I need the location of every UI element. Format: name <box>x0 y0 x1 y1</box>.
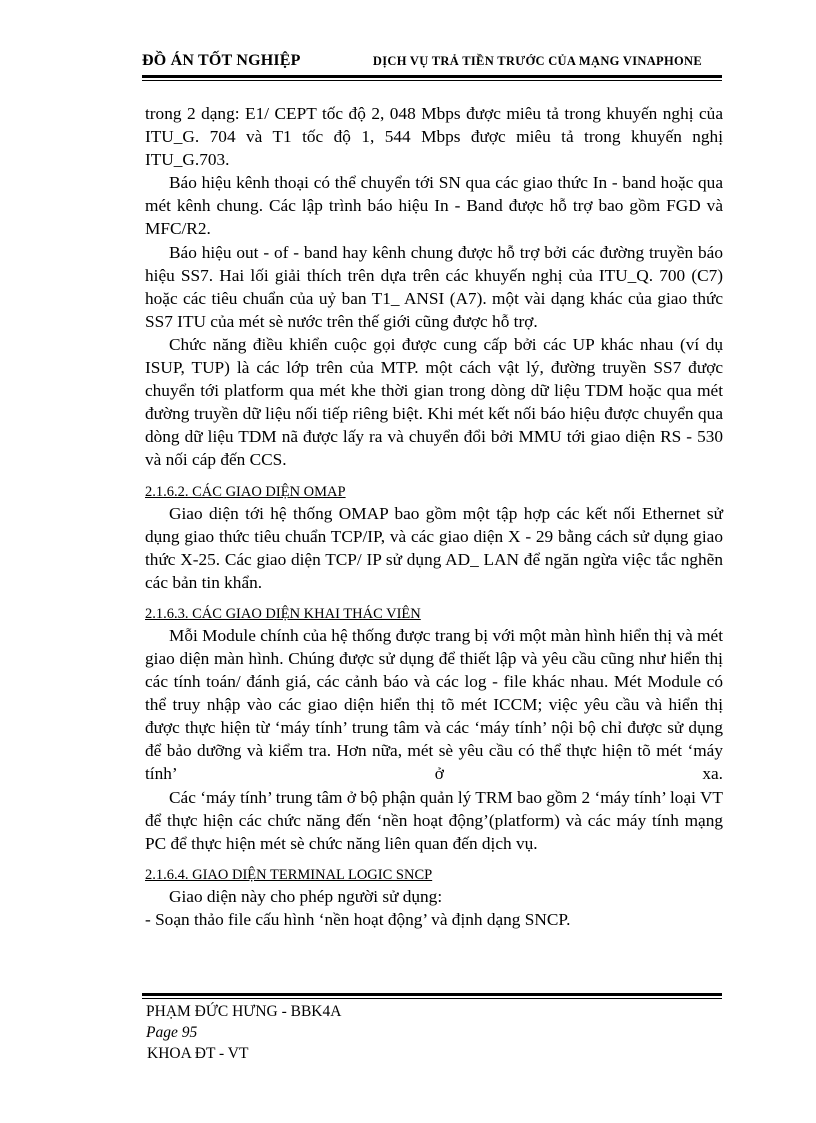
header-rule-thin <box>142 80 722 81</box>
paragraph-module-display: Mỗi Module chính của hệ thống được trang bị với một màn hình hiển thị và mét giao diện màn hình. Chúng được sử dụng để thiết lập và yêu cầu cũng như hiển thị các tính toán/ đánh giá, các cảnh báo và các log - file khác nhau. Mét Module có thể truy nhập vào các giao diện hiển thị tõ mét ICCM; việc yêu cầu và hiển thị được thực hiện từ ‘máy tính’ trung tâm và các ‘máy tính’ nội bộ chỉ được sử dụng để bảo dưỡng và kiểm tra. Hơn nữa, mét sè yêu cầu có thể thực hiện tõ mét ‘máy tính’ ở xa. <box>145 625 723 784</box>
footer-department: KHOA ĐT - VT <box>147 1045 249 1062</box>
paragraph-omap: Giao diện tới hệ thống OMAP bao gồm một tập hợp các kết nối Ethernet sử dụng giao thức tiêu chuẩn TCP/IP, và các giao diện X - 29 bằng cách sử dụng giao thức X-25. Các giao diện TCP/ IP sử dụng AD_ LAN để ngăn ngừa việc tắc nghẽn các bản tin khẩn. <box>145 503 723 592</box>
list-item-config-file: - Soạn thảo file cấu hình ‘nền hoạt động’ và định dạng SNCP. <box>145 909 571 929</box>
header-topic-title: DỊCH VỤ TRẢ TIỀN TRƯỚC CỦA MẠNG VINAPHONE <box>372 54 702 68</box>
footer-rule-thin <box>142 998 722 999</box>
paragraph-outband-signaling: Báo hiệu out - of - band hay kênh chung được hỗ trợ bởi các đường truyền báo hiệu SS7. Hai lối giải thích trên dựa trên các khuyến nghị của ITU_Q. 700 (C7) hoặc các tiêu chuẩn của uỷ ban T1_ ANSI (A7). một vài dạng khác của giao thức SS7 ITU của mét sè nước trên thế giới cũng được hỗ trợ. <box>145 242 723 331</box>
paragraph-interface-formats: trong 2 dạng: E1/ CEPT tốc độ 2, 048 Mbps được miêu tả trong khuyến nghị của ITU_G. 704 và T1 tốc độ 1, 544 Mbps được miêu tả trong khuyến nghị ITU_G.703. <box>145 104 723 170</box>
paragraph-call-control: Chức năng điều khiển cuộc gọi được cung cấp bởi các UP khác nhau (ví dụ ISUP, TUP) là các lớp trên của MTP. một cách vật lý, đường truyền SS7 được chuyển tới platform qua mét khe thời gian trong dòng dữ liệu TDM hoặc qua mét đường truyền dữ liệu nối tiếp riêng biệt. Khi mét kết nối báo hiệu được chuyển qua dòng dữ liệu TDM nã được lấy ra và chuyển đổi bởi MMU tới giao diện RS - 530 và nối cáp đến CCS. <box>145 334 723 470</box>
footer-rule-thick <box>142 993 722 996</box>
paragraph-terminal-intro: Giao diện này cho phép người sử dụng: <box>169 886 443 906</box>
section-heading-terminal-logic: 2.1.6.4. GIAO DIỆN TERMINAL LOGIC SNCP <box>145 866 433 883</box>
footer-page-number: Page 95 <box>146 1024 198 1041</box>
page-footer <box>146 1001 341 1064</box>
paragraph-inband-signaling: Báo hiệu kênh thoại có thể chuyển tới SN qua các giao thức In - band hoặc qua mét kênh chung. Các lập trình báo hiệu In - Band được hỗ trợ bao gồm FGD và MFC/R2. <box>145 173 723 239</box>
page-body <box>145 102 723 931</box>
paragraph-central-computers: Các ‘máy tính’ trung tâm ở bộ phận quản lý TRM bao gồm 2 ‘máy tính’ loại VT để thực hiện các chức năng đến ‘nền hoạt động’(platform) và các máy tính mạng PC để thực hiện mét sè chức năng liên quan đến dịch vụ. <box>145 787 723 853</box>
section-heading-operator-interfaces: 2.1.6.3. CÁC GIAO DIỆN KHAI THÁC VIÊN <box>145 605 421 622</box>
footer-author: PHẠM ĐỨC HƯNG - BBK4A <box>146 1003 342 1020</box>
header-thesis-title: ĐỒ ÁN TỐT NGHIỆP <box>142 52 301 69</box>
page-header <box>142 50 702 72</box>
section-heading-omap: 2.1.6.2. CÁC GIAO DIỆN OMAP <box>145 483 346 500</box>
header-rule-thick <box>142 75 722 78</box>
